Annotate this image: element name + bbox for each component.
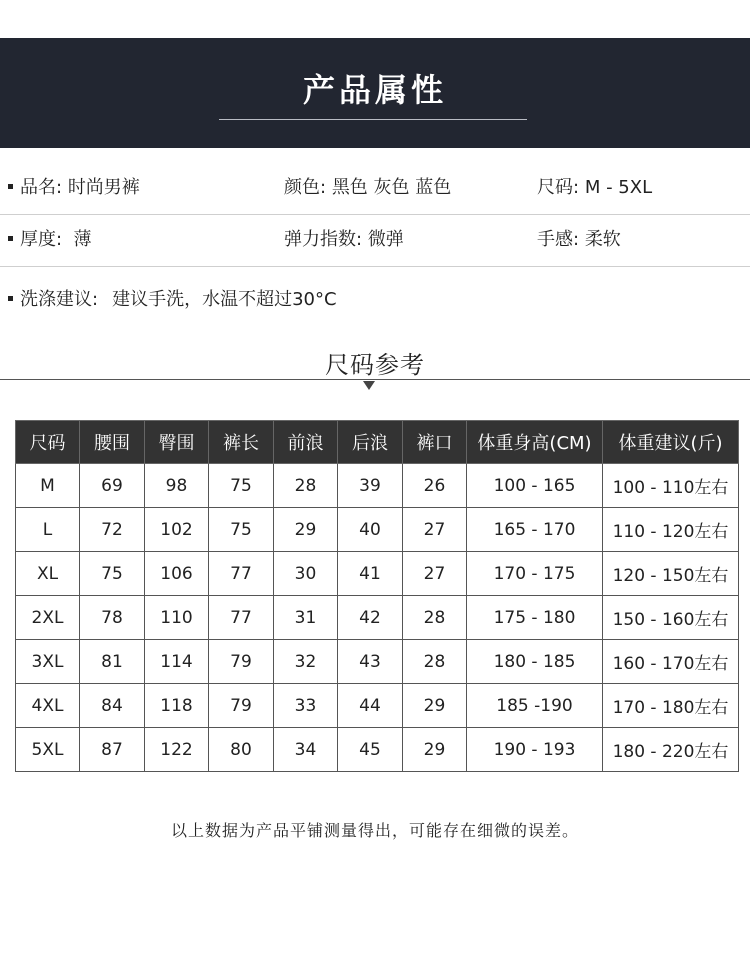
table-cell: 45	[338, 728, 403, 772]
table-cell: 27	[403, 508, 467, 552]
attribute-value: 柔软	[584, 229, 621, 250]
size-section-title: 尺码参考	[325, 351, 425, 379]
section-divider	[0, 379, 750, 380]
attribute-size	[537, 162, 652, 214]
table-cell: M	[16, 464, 80, 508]
attribute-color	[284, 162, 451, 214]
attribute-label: 品名:	[20, 177, 63, 198]
table-cell: 118	[145, 684, 209, 728]
table-header-cell: 裤口	[403, 421, 467, 464]
table-cell: L	[16, 508, 80, 552]
wash-value: 建议手洗，水温不超过30°C	[112, 289, 337, 310]
table-cell: 72	[80, 508, 145, 552]
table-row	[16, 508, 739, 552]
table-cell: 28	[403, 640, 467, 684]
attribute-value: M - 5XL	[584, 177, 653, 198]
measurement-note: 以上数据为产品平铺测量得出，可能存在细微的误差。	[170, 821, 579, 840]
table-cell: 120 - 150左右	[603, 552, 739, 596]
table-cell: 180 - 185	[467, 640, 603, 684]
table-cell: 79	[209, 640, 274, 684]
title-underline	[219, 119, 527, 120]
table-cell: 33	[274, 684, 338, 728]
table-header-cell: 裤长	[209, 421, 274, 464]
table-cell: 78	[80, 596, 145, 640]
table-cell: 44	[338, 684, 403, 728]
table-cell: 122	[145, 728, 209, 772]
table-cell: 165 - 170	[467, 508, 603, 552]
size-table	[15, 420, 739, 772]
table-cell: 114	[145, 640, 209, 684]
table-cell: 110	[145, 596, 209, 640]
table-cell: 30	[274, 552, 338, 596]
table-cell: 4XL	[16, 684, 80, 728]
table-cell: 75	[209, 464, 274, 508]
table-cell: 150 - 160左右	[603, 596, 739, 640]
table-cell: 29	[403, 728, 467, 772]
table-header-cell: 体重建议(斤)	[603, 421, 739, 464]
table-cell: 81	[80, 640, 145, 684]
table-cell: 5XL	[16, 728, 80, 772]
table-cell: 27	[403, 552, 467, 596]
attribute-value: 时尚男裤	[67, 177, 140, 198]
table-cell: 31	[274, 596, 338, 640]
table-cell: 39	[338, 464, 403, 508]
attribute-elasticity	[284, 214, 404, 266]
table-row	[16, 552, 739, 596]
table-cell: 106	[145, 552, 209, 596]
table-header-cell: 后浪	[338, 421, 403, 464]
attribute-label: 厚度:	[20, 229, 63, 250]
table-cell: 170 - 180左右	[603, 684, 739, 728]
table-header-cell: 臀围	[145, 421, 209, 464]
table-cell: 26	[403, 464, 467, 508]
attribute-value: 薄	[73, 229, 92, 250]
attribute-label: 手感:	[537, 229, 580, 250]
table-cell: 80	[209, 728, 274, 772]
attribute-label: 弹力指数:	[284, 229, 363, 250]
table-cell: 185 -190	[467, 684, 603, 728]
page-title: 产品属性	[302, 71, 447, 109]
table-cell: 28	[403, 596, 467, 640]
table-cell: 77	[209, 552, 274, 596]
table-cell: 3XL	[16, 640, 80, 684]
table-cell: 100 - 110左右	[603, 464, 739, 508]
header-banner	[0, 38, 750, 148]
table-cell: 75	[209, 508, 274, 552]
attribute-value: 微弹	[367, 229, 404, 250]
attribute-value: 黑色 灰色 蓝色	[331, 177, 452, 198]
attribute-label: 尺码:	[537, 177, 580, 198]
attribute-label: 颜色:	[284, 177, 327, 198]
table-cell: 69	[80, 464, 145, 508]
table-row	[16, 596, 739, 640]
table-header-cell: 体重身高(CM)	[467, 421, 603, 464]
table-row	[16, 728, 739, 772]
table-cell: 40	[338, 508, 403, 552]
attribute-product-name	[8, 162, 140, 214]
table-cell: 28	[274, 464, 338, 508]
table-cell: 87	[80, 728, 145, 772]
table-row	[16, 640, 739, 684]
table-row	[16, 684, 739, 728]
table-cell: 84	[80, 684, 145, 728]
table-cell: 100 - 165	[467, 464, 603, 508]
table-cell: 170 - 175	[467, 552, 603, 596]
wash-advice	[8, 285, 337, 311]
table-header-cell: 腰围	[80, 421, 145, 464]
table-cell: 43	[338, 640, 403, 684]
attribute-row-1	[0, 162, 750, 215]
table-cell: 77	[209, 596, 274, 640]
table-cell: 79	[209, 684, 274, 728]
table-cell: 98	[145, 464, 209, 508]
table-cell: 41	[338, 552, 403, 596]
table-header-cell: 前浪	[274, 421, 338, 464]
table-header-row	[16, 421, 739, 464]
bullet-icon	[8, 296, 13, 301]
table-header-cell: 尺码	[16, 421, 80, 464]
table-cell: 110 - 120左右	[603, 508, 739, 552]
table-cell: 102	[145, 508, 209, 552]
table-cell: 32	[274, 640, 338, 684]
table-cell: 75	[80, 552, 145, 596]
table-row	[16, 464, 739, 508]
attribute-row-2	[0, 214, 750, 267]
table-cell: 29	[403, 684, 467, 728]
attribute-feel	[537, 214, 621, 266]
wash-label: 洗涤建议:	[20, 289, 99, 310]
bullet-icon	[8, 236, 13, 241]
down-arrow-icon	[363, 381, 375, 390]
table-cell: 2XL	[16, 596, 80, 640]
table-cell: 29	[274, 508, 338, 552]
table-cell: 175 - 180	[467, 596, 603, 640]
attribute-thickness	[8, 214, 92, 266]
table-cell: 190 - 193	[467, 728, 603, 772]
table-cell: 34	[274, 728, 338, 772]
table-cell: 160 - 170左右	[603, 640, 739, 684]
table-cell: XL	[16, 552, 80, 596]
table-cell: 180 - 220左右	[603, 728, 739, 772]
bullet-icon	[8, 184, 13, 189]
table-cell: 42	[338, 596, 403, 640]
